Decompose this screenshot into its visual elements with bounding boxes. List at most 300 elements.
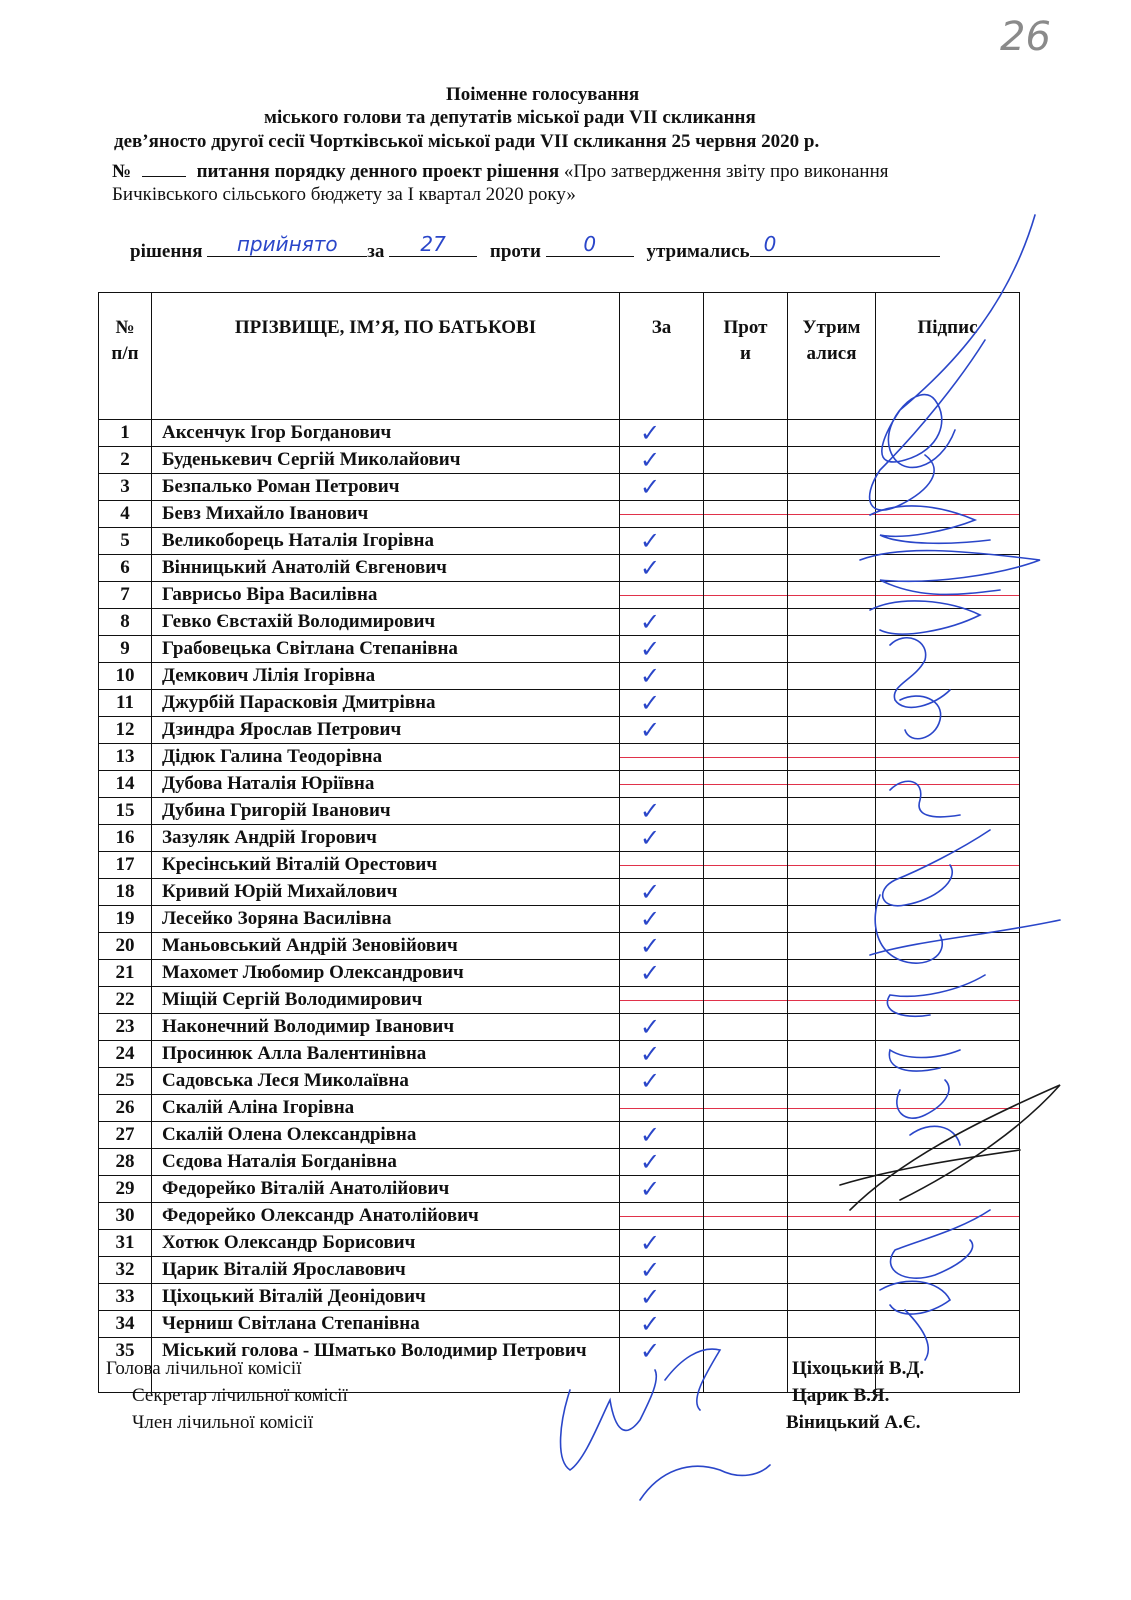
- signature-cell: [876, 960, 1020, 987]
- for-cell: [620, 1068, 704, 1095]
- row-number: 33: [99, 1284, 152, 1311]
- member-name: Аксенчук Ігор Богданович: [152, 420, 620, 447]
- signature-cell: [876, 1014, 1020, 1041]
- check-mark-icon: ✓: [640, 527, 661, 555]
- absent-strike-line: [620, 595, 703, 596]
- for-cell: [620, 1338, 704, 1393]
- against-cell: [704, 879, 788, 906]
- header-signature: Підпис: [876, 293, 1020, 420]
- table-row: [99, 636, 1020, 663]
- member-name: Махомет Любомир Олександрович: [152, 960, 620, 987]
- check-mark-icon: ✓: [640, 959, 661, 987]
- row-number: 21: [99, 960, 152, 987]
- member-name: Міський голова - Шматько Володимир Петрович: [152, 1338, 620, 1393]
- for-cell: [620, 1095, 704, 1122]
- against-cell: [704, 1230, 788, 1257]
- absent-strike-line: [876, 1000, 1019, 1001]
- abstain-cell: [788, 933, 876, 960]
- against-cell: [704, 798, 788, 825]
- for-cell: [620, 825, 704, 852]
- table-header-row: [99, 293, 1020, 420]
- for-label: за: [367, 241, 385, 262]
- row-number: 8: [99, 609, 152, 636]
- member-name: Скалій Аліна Ігорівна: [152, 1095, 620, 1122]
- for-cell: [620, 1014, 704, 1041]
- against-cell: [704, 1095, 788, 1122]
- abstain-label: утримались: [646, 241, 750, 262]
- against-cell: [704, 555, 788, 582]
- absent-strike-line: [876, 784, 1019, 785]
- member-name: Джурбій Парасковія Дмитрівна: [152, 690, 620, 717]
- for-cell: [620, 987, 704, 1014]
- check-mark-icon: ✓: [640, 1013, 661, 1041]
- table-row: [99, 555, 1020, 582]
- against-cell: [704, 1014, 788, 1041]
- against-cell: [704, 987, 788, 1014]
- table-row: [99, 1230, 1020, 1257]
- check-mark-icon: ✓: [640, 1256, 661, 1284]
- signature-cell: [876, 690, 1020, 717]
- table-row: [99, 987, 1020, 1014]
- absent-strike-line: [704, 514, 787, 515]
- absent-strike-line: [704, 595, 787, 596]
- signature-scribble: [640, 1465, 770, 1500]
- check-mark-icon: ✓: [640, 446, 661, 474]
- check-mark-icon: ✓: [640, 1148, 661, 1176]
- for-cell: [620, 474, 704, 501]
- against-cell: [704, 771, 788, 798]
- signature-cell: [876, 852, 1020, 879]
- abstain-cell: [788, 663, 876, 690]
- abstain-cell: [788, 1257, 876, 1284]
- signature-cell: [876, 1122, 1020, 1149]
- against-cell: [704, 663, 788, 690]
- signature-cell: [876, 555, 1020, 582]
- table-row: [99, 1284, 1020, 1311]
- abstain-value: 0: [763, 232, 777, 256]
- table-row: [99, 771, 1020, 798]
- absent-strike-line: [704, 784, 787, 785]
- signature-cell: [876, 1203, 1020, 1230]
- signature-cell: [876, 609, 1020, 636]
- for-cell: [620, 933, 704, 960]
- decision-value: прийнято: [236, 232, 338, 256]
- for-cell: [620, 1284, 704, 1311]
- abstain-cell: [788, 744, 876, 771]
- document-title: Поіменне голосування: [446, 84, 640, 105]
- member-name: Наконечний Володимир Іванович: [152, 1014, 620, 1041]
- for-cell: [620, 1041, 704, 1068]
- member-name: Кривий Юрій Михайлович: [152, 879, 620, 906]
- row-number: 29: [99, 1176, 152, 1203]
- against-value: 0: [583, 232, 597, 256]
- signature-cell: [876, 528, 1020, 555]
- for-cell: [620, 1203, 704, 1230]
- table-row: [99, 933, 1020, 960]
- abstain-cell: [788, 1095, 876, 1122]
- against-label: проти: [489, 241, 541, 262]
- check-mark-icon: ✓: [640, 1283, 661, 1311]
- against-cell: [704, 420, 788, 447]
- table-row: [99, 879, 1020, 906]
- for-cell: [620, 501, 704, 528]
- row-number: 16: [99, 825, 152, 852]
- member-name: Просинюк Алла Валентинівна: [152, 1041, 620, 1068]
- against-cell: [704, 609, 788, 636]
- for-cell: [620, 906, 704, 933]
- member-name: Дзиндра Ярослав Петрович: [152, 717, 620, 744]
- for-cell: [620, 420, 704, 447]
- member-name: Кресінський Віталій Орестович: [152, 852, 620, 879]
- absent-strike-line: [876, 757, 1019, 758]
- member-name: Маньовський Андрій Зеновійович: [152, 933, 620, 960]
- abstain-cell: [788, 1284, 876, 1311]
- check-mark-icon: ✓: [640, 473, 661, 501]
- against-cell: [704, 825, 788, 852]
- row-number: 23: [99, 1014, 152, 1041]
- check-mark-icon: ✓: [640, 608, 661, 636]
- for-cell: [620, 852, 704, 879]
- signature-cell: [876, 1149, 1020, 1176]
- signature-cell: [876, 744, 1020, 771]
- signature-cell: [876, 987, 1020, 1014]
- table-row: [99, 1068, 1020, 1095]
- absent-strike-line: [788, 1000, 875, 1001]
- against-cell: [704, 1284, 788, 1311]
- against-blank: [546, 232, 634, 257]
- absent-strike-line: [704, 1216, 787, 1217]
- signature-cell: [876, 879, 1020, 906]
- member-name: Дідюк Галина Теодорівна: [152, 744, 620, 771]
- row-number: 2: [99, 447, 152, 474]
- for-cell: [620, 582, 704, 609]
- for-cell: [620, 1311, 704, 1338]
- row-number: 20: [99, 933, 152, 960]
- member-name: Скалій Олена Олександрівна: [152, 1122, 620, 1149]
- row-number: 9: [99, 636, 152, 663]
- signature-cell: [876, 501, 1020, 528]
- signature-cell: [876, 447, 1020, 474]
- against-cell: [704, 1122, 788, 1149]
- check-mark-icon: ✓: [640, 878, 661, 906]
- row-number: 31: [99, 1230, 152, 1257]
- abstain-cell: [788, 1311, 876, 1338]
- signature-cell: [876, 1041, 1020, 1068]
- absent-strike-line: [620, 1000, 703, 1001]
- row-number: 24: [99, 1041, 152, 1068]
- agenda-text-2: Бичківського сільського бюджету за І квартал 2020 року»: [112, 184, 576, 205]
- absent-strike-line: [876, 865, 1019, 866]
- check-mark-icon: ✓: [640, 1175, 661, 1203]
- against-cell: [704, 1041, 788, 1068]
- abstain-cell: [788, 1230, 876, 1257]
- abstain-cell: [788, 609, 876, 636]
- member-name: Безпалько Роман Петрович: [152, 474, 620, 501]
- for-cell: [620, 1230, 704, 1257]
- for-cell: [620, 960, 704, 987]
- row-number: 4: [99, 501, 152, 528]
- row-number: 13: [99, 744, 152, 771]
- member-name: Грабовецька Світлана Степанівна: [152, 636, 620, 663]
- agenda-number-blank: [142, 158, 186, 177]
- against-cell: [704, 636, 788, 663]
- absent-strike-line: [620, 784, 703, 785]
- abstain-cell: [788, 528, 876, 555]
- table-row: [99, 609, 1020, 636]
- voting-table: [98, 292, 1020, 1393]
- table-row: [99, 1149, 1020, 1176]
- abstain-cell: [788, 636, 876, 663]
- abstain-cell: [788, 447, 876, 474]
- member-name: Черниш Світлана Степанівна: [152, 1311, 620, 1338]
- header-abstain: Утрималися: [788, 293, 876, 420]
- signature-cell: [876, 717, 1020, 744]
- abstain-cell: [788, 717, 876, 744]
- table-row: [99, 852, 1020, 879]
- abstain-cell: [788, 582, 876, 609]
- table-row: [99, 1095, 1020, 1122]
- table-row: [99, 717, 1020, 744]
- abstain-cell: [788, 987, 876, 1014]
- signature-cell: [876, 636, 1020, 663]
- table-row: [99, 1014, 1020, 1041]
- member-name: Царик Віталій Ярославович: [152, 1257, 620, 1284]
- abstain-cell: [788, 690, 876, 717]
- table-row: [99, 744, 1020, 771]
- abstain-cell: [788, 879, 876, 906]
- member-name: Федорейко Віталій Анатолійович: [152, 1176, 620, 1203]
- for-cell: [620, 636, 704, 663]
- member-name: Хотюк Олександр Борисович: [152, 1230, 620, 1257]
- check-mark-icon: ✓: [640, 635, 661, 663]
- abstain-cell: [788, 1041, 876, 1068]
- for-value: 27: [420, 232, 446, 256]
- abstain-cell: [788, 555, 876, 582]
- abstain-cell: [788, 1014, 876, 1041]
- member-name: Ціхоцький Віталій Деонідович: [152, 1284, 620, 1311]
- against-cell: [704, 1203, 788, 1230]
- header-for: За: [620, 293, 704, 420]
- check-mark-icon: ✓: [640, 932, 661, 960]
- against-cell: [704, 852, 788, 879]
- abstain-cell: [788, 1122, 876, 1149]
- decision-label: рішення: [130, 241, 203, 262]
- check-mark-icon: ✓: [640, 1040, 661, 1068]
- absent-strike-line: [704, 865, 787, 866]
- signature-cell: [876, 1311, 1020, 1338]
- row-number: 26: [99, 1095, 152, 1122]
- abstain-cell: [788, 474, 876, 501]
- abstain-cell: [788, 960, 876, 987]
- signature-cell: [876, 1284, 1020, 1311]
- for-cell: [620, 1149, 704, 1176]
- row-number: 11: [99, 690, 152, 717]
- check-mark-icon: ✓: [640, 554, 661, 582]
- decision-blank: [207, 232, 367, 257]
- table-row: [99, 528, 1020, 555]
- signature-cell: [876, 1230, 1020, 1257]
- abstain-cell: [788, 1176, 876, 1203]
- header-name: ПРІЗВИЩЕ, ІМ’Я, ПО БАТЬКОВІ: [152, 293, 620, 420]
- row-number: 18: [99, 879, 152, 906]
- abstain-cell: [788, 798, 876, 825]
- against-cell: [704, 744, 788, 771]
- secretary-label: Секретар лічильної комісії: [132, 1385, 348, 1406]
- for-cell: [620, 879, 704, 906]
- for-cell: [620, 663, 704, 690]
- table-row: [99, 1041, 1020, 1068]
- member-name: Міщій Сергій Володимирович: [152, 987, 620, 1014]
- agenda-text-1: «Про затвердження звіту про виконання: [563, 161, 889, 182]
- row-number: 28: [99, 1149, 152, 1176]
- against-cell: [704, 717, 788, 744]
- signature-cell: [876, 582, 1020, 609]
- for-cell: [620, 555, 704, 582]
- row-number: 22: [99, 987, 152, 1014]
- against-cell: [704, 474, 788, 501]
- member-name: Буденькевич Сергій Миколайович: [152, 447, 620, 474]
- absent-strike-line: [788, 865, 875, 866]
- member-name: Сєдова Наталія Богданівна: [152, 1149, 620, 1176]
- member-name: Лесейко Зоряна Василівна: [152, 906, 620, 933]
- for-cell: [620, 744, 704, 771]
- against-cell: [704, 501, 788, 528]
- table-row: [99, 1257, 1020, 1284]
- absent-strike-line: [788, 1108, 875, 1109]
- check-mark-icon: ✓: [640, 824, 661, 852]
- row-number: 10: [99, 663, 152, 690]
- row-number: 12: [99, 717, 152, 744]
- abstain-cell: [788, 1149, 876, 1176]
- against-cell: [704, 1338, 788, 1393]
- table-row: [99, 690, 1020, 717]
- member-name: Зазуляк Андрій Ігорович: [152, 825, 620, 852]
- for-cell: [620, 1257, 704, 1284]
- table-row: [99, 1176, 1020, 1203]
- table-row: [99, 447, 1020, 474]
- absent-strike-line: [788, 1216, 875, 1217]
- absent-strike-line: [876, 595, 1019, 596]
- signature-cell: [876, 474, 1020, 501]
- signature-cell: [876, 1095, 1020, 1122]
- absent-strike-line: [704, 1000, 787, 1001]
- row-number: 17: [99, 852, 152, 879]
- for-cell: [620, 717, 704, 744]
- signature-cell: [876, 1176, 1020, 1203]
- check-mark-icon: ✓: [640, 1067, 661, 1095]
- row-number: 19: [99, 906, 152, 933]
- row-number: 15: [99, 798, 152, 825]
- table-row: [99, 1203, 1020, 1230]
- table-row: [99, 798, 1020, 825]
- abstain-cell: [788, 1203, 876, 1230]
- against-cell: [704, 447, 788, 474]
- against-cell: [704, 582, 788, 609]
- check-mark-icon: ✓: [640, 905, 661, 933]
- signature-cell: [876, 906, 1020, 933]
- absent-strike-line: [620, 865, 703, 866]
- member-name: Віницький А.Є.: [786, 1412, 921, 1433]
- against-cell: [704, 906, 788, 933]
- row-number: 27: [99, 1122, 152, 1149]
- against-cell: [704, 933, 788, 960]
- signature-cell: [876, 933, 1020, 960]
- signature-cell: [876, 420, 1020, 447]
- row-number: 7: [99, 582, 152, 609]
- against-cell: [704, 1068, 788, 1095]
- check-mark-icon: ✓: [640, 1229, 661, 1257]
- check-mark-icon: ✓: [640, 716, 661, 744]
- member-name: Гевко Євстахій Володимирович: [152, 609, 620, 636]
- for-cell: [620, 609, 704, 636]
- absent-strike-line: [788, 514, 875, 515]
- check-mark-icon: ✓: [640, 1310, 661, 1338]
- page-number: 26: [1000, 14, 1051, 60]
- table-row: [99, 582, 1020, 609]
- absent-strike-line: [704, 757, 787, 758]
- abstain-cell: [788, 501, 876, 528]
- against-cell: [704, 1149, 788, 1176]
- for-cell: [620, 690, 704, 717]
- member-name: Великоборець Наталія Ігорівна: [152, 528, 620, 555]
- table-row: [99, 1122, 1020, 1149]
- header-against: Проти: [704, 293, 788, 420]
- row-number: 6: [99, 555, 152, 582]
- signature-cell: [876, 771, 1020, 798]
- absent-strike-line: [620, 1108, 703, 1109]
- absent-strike-line: [876, 514, 1019, 515]
- row-number: 35: [99, 1338, 152, 1393]
- member-name: Вінницький Анатолій Євгенович: [152, 555, 620, 582]
- against-cell: [704, 960, 788, 987]
- decision-line: [130, 232, 940, 263]
- check-mark-icon: ✓: [640, 689, 661, 717]
- check-mark-icon: ✓: [640, 419, 661, 447]
- row-number: 1: [99, 420, 152, 447]
- against-cell: [704, 1311, 788, 1338]
- signature-cell: [876, 798, 1020, 825]
- against-cell: [704, 690, 788, 717]
- member-name: Гаврисьо Віра Василівна: [152, 582, 620, 609]
- signature-cell: [876, 663, 1020, 690]
- absent-strike-line: [876, 1216, 1019, 1217]
- absent-strike-line: [620, 1216, 703, 1217]
- absent-strike-line: [620, 757, 703, 758]
- row-number: 14: [99, 771, 152, 798]
- table-row: [99, 663, 1020, 690]
- secretary-name: Царик В.Я.: [792, 1385, 890, 1406]
- member-name: Федорейко Олександр Анатолійович: [152, 1203, 620, 1230]
- row-number: 25: [99, 1068, 152, 1095]
- absent-strike-line: [704, 1108, 787, 1109]
- member-name: Садовська Леся Миколаївна: [152, 1068, 620, 1095]
- for-cell: [620, 447, 704, 474]
- table-row: [99, 1311, 1020, 1338]
- table-row: [99, 960, 1020, 987]
- for-cell: [620, 798, 704, 825]
- abstain-cell: [788, 906, 876, 933]
- row-number: 3: [99, 474, 152, 501]
- member-label: Член лічильної комісії: [132, 1412, 314, 1433]
- for-cell: [620, 528, 704, 555]
- abstain-cell: [788, 1068, 876, 1095]
- agenda-line: [112, 158, 889, 183]
- for-blank: [389, 232, 477, 257]
- row-number: 30: [99, 1203, 152, 1230]
- against-cell: [704, 1257, 788, 1284]
- member-name: Дубова Наталія Юріївна: [152, 771, 620, 798]
- against-cell: [704, 528, 788, 555]
